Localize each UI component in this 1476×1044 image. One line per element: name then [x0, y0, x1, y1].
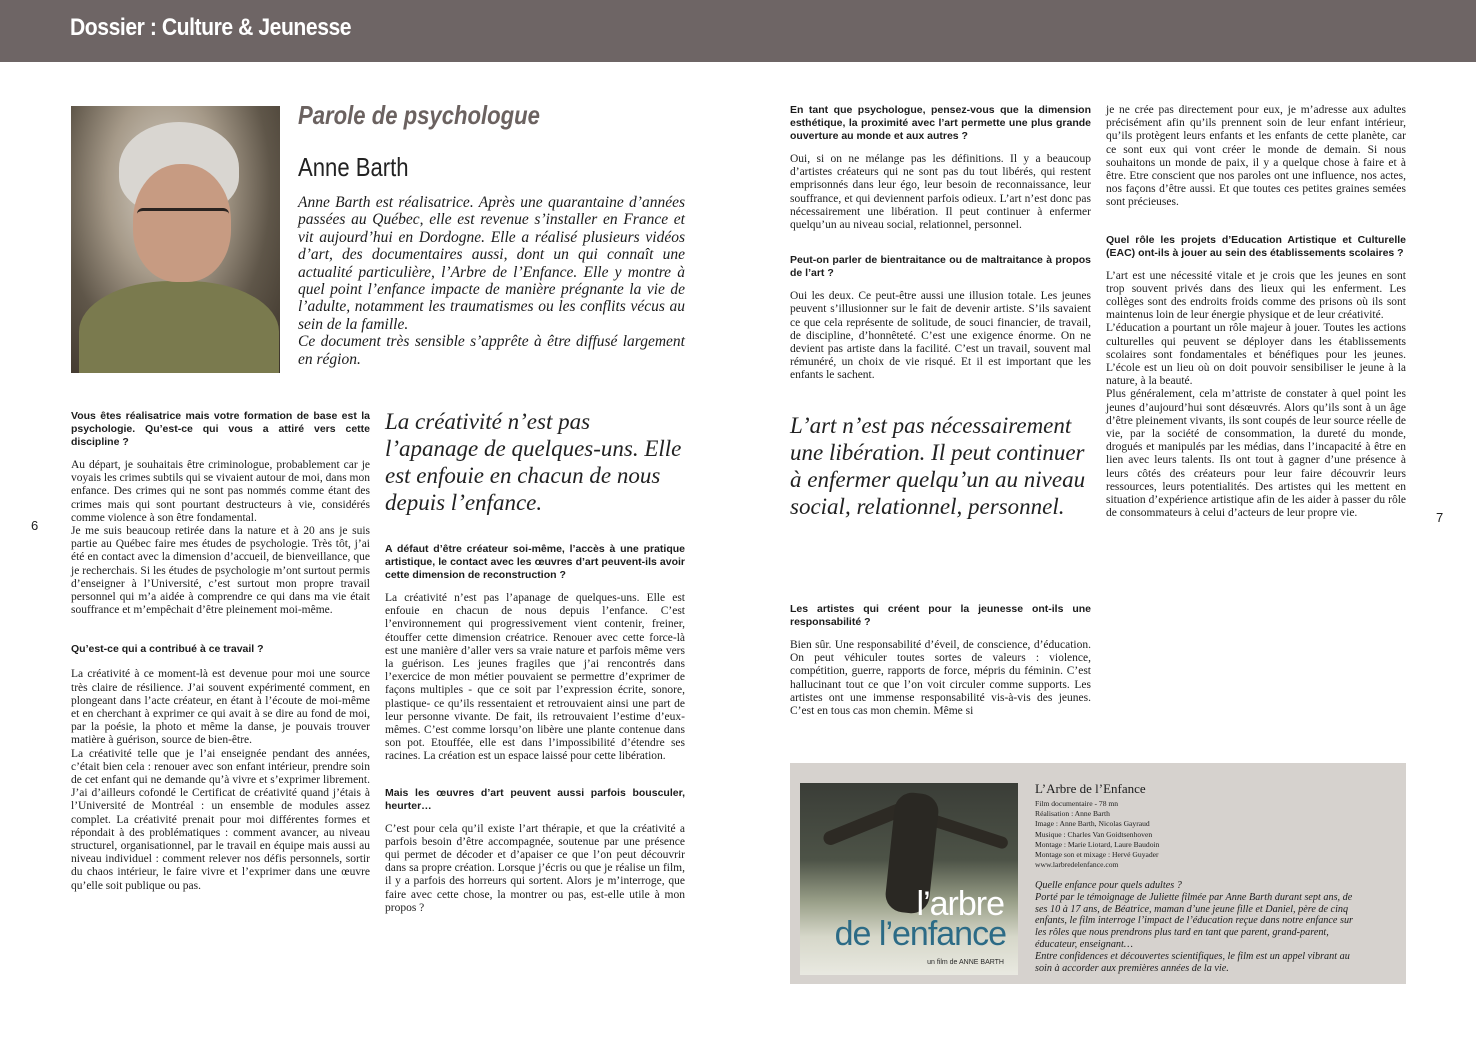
- column-3-bottom: [790, 603, 1091, 718]
- column-3: [790, 104, 1091, 383]
- answer-paragraph: Je me suis beaucoup retirée dans la nature et à 20 ans je suis partie au Québec faire mes études de psychologie. Très tôt, j’ai été en contact avec la dimension d’accueil, de bienveillance, que je recherchais. Si les études de psychologie m’ont surtout permis d’enseigner à l’Université, c’est surtout mon propre travail personnel qui m’a aidée à comprendre ce qui dans ma vie était souffrance et m’empêchait d’être pleinement moi-même.: [71, 525, 370, 617]
- question: Vous êtes réalisatrice mais votre formation de base est la psychologie. Qu’est-ce qui vous a attiré vers cette discipline ?: [71, 410, 370, 448]
- portrait-photo: [71, 106, 280, 373]
- answer-paragraph: L’art est une nécessité vitale et je crois que les jeunes en sont trop souvent privés dans des lieux qui les enferment. Les collèges sont des endroits froids comme des prisons où ils sont maintenus loin de leur énergie physique et de leur créativité.: [1106, 269, 1406, 322]
- question: Les artistes qui créent pour la jeunesse ont-ils une responsabilité ?: [790, 603, 1091, 628]
- pull-quote: L’art n’est pas nécessairement une libération. Il peut continuer à enfermer quelqu’un au niveau social, relationnel, personnel.: [790, 413, 1086, 519]
- answer-paragraph: Bien sûr. Une responsabilité d’éveil, de conscience, d’éducation. On peut véhiculer toutes sortes de valeurs : violence, compétition, guerre, rapports de force, mépris du féminin. C’est hallucinant tout ce que l’on voit circuler comme supports. Les artistes ont une immense responsabilité vis-à-vis des jeunes. C’est en tous cas mon chemin. Même si: [790, 639, 1091, 718]
- film-website-link[interactable]: www.larbredelenfance.com: [1035, 860, 1119, 870]
- column-2: [385, 543, 685, 915]
- answer-paragraph: Oui, si on ne mélange pas les définitions. Il y a beaucoup d’artistes créateurs qui ne sont pas du tout libérés, qui restent emprisonnés dans leur égo, leur besoin de reconnaissance, leur souffrance, et qui deviennent parfois odieux. L’art n’est donc pas nécessairement une libération. Il peut continuer à enfermer quelqu’un au niveau social, relationnel, personnel.: [790, 153, 1091, 232]
- page-number-right: 7: [1436, 510, 1444, 525]
- pull-quote: La créativité n’est pas l’apanage de quelques-uns. Elle est enfouie en chacun de nous depuis l’enfance.: [385, 409, 682, 515]
- intro-text: Anne Barth est réalisatrice. Après une quarantaine d’années passées au Québec, elle est revenue s’installer en France et vit aujourd’hui en Dordogne. Elle a réalisé plusieurs vidéos d’art, des documentaires aussi, dont un qui connaît une actualité particulière, l’Arbre de l’Enfance. Elle y montre à quel point l’enfance impacte de manière prégnante la vie de l’adulte, notamment les traumatismes ou les conflits vécus au sein de la famille. Ce document très sensible s’apprête à être diffusé largement en région.: [298, 194, 685, 368]
- page-number-left: 6: [31, 518, 39, 533]
- answer-paragraph: La créativité n’est pas l’apanage de quelques-uns. Elle est enfouie en chacun de nous depuis l’enfance. C’est l’environnement qui progressivement vient contenir, freiner, étouffer cette dimension créatrice. Renouer avec cette force-là est une manière d’aller vers sa vraie nature et parfois même vers la guérison. Les jeunes fragiles que j’ai rencontrés dans l’exercice de mon métier pouvaient se permettre d’exprimer de façons multiples - que ce soit par l’expression écrite, sonore, plastique- ce qu’ils ressentaient et retrouvaient ainsi une part de leur personne vivante. De fait, ils retrouvaient l’estime d’eux-mêmes. C’est comme lorsqu’on libère une plante contenue dans son pot. Etouffée, elle est dans l’impossibilité d’étendre ses racines. La création est un espace laissé pour cette libération.: [385, 592, 685, 763]
- film-info-box: [790, 763, 1406, 984]
- answer-paragraph: Plus généralement, cela m’attriste de constater à quel point les jeunes d’aujourd’hui sont désœuvrés. Alors qu’ils sont à un âge d’être pleinement vivants, ils sont coupés de leur source réelle de vie, par la société de consommation, la dureté du monde, drogués et manipulés par les médias, dans l’incapacité à être en lien avec leurs talents. Ils ont tout à gagner d’une présence à leurs côtés des créateurs pour leur faire découvrir leurs ressources, leurs potentialités. Des artistes qui les mettent en situation d’expérience artistique afin de les aider à passer du rôle de consommateurs à celui d’acteurs de leur propre vie.: [1106, 388, 1406, 520]
- film-description: Quelle enfance pour quels adultes ? Porté par le témoignage de Juliette filmée par Anne Barth durant sept ans, de ses 10 à 17 ans, de Béatrice, maman d’une jeune fille et Daniel, père de cinq enfants, le film interroge l’impact de l’éducation reçue dans notre enfance sur les rôles que nous prendrons plus tard en tant que parent, grand-parent, éducateur, enseignant… Entre confidences et découvertes scientifiques, le film est un appel vibrant au soin à accorder aux premières années de la vie.: [1035, 880, 1354, 974]
- article-name: Anne Barth: [298, 152, 409, 182]
- poster-title-line-1: l’arbre: [916, 885, 1004, 923]
- answer-paragraph: L’éducation a pourtant un rôle majeur à jouer. Toutes les actions culturelles qui peuvent se déployer dans les établissements scolaires sont fondamentales et bénéfiques pour les jeunes. L’école est un lieu où on doit pouvoir sensibiliser le jeune à la nature, à la beauté.: [1106, 322, 1406, 388]
- section-title: Dossier : Culture & Jeunesse: [70, 14, 352, 41]
- film-credits: Film documentaire - 78 mn Réalisation : Anne Barth Image : Anne Barth, Nicolas Gayraud Musique : Charles Van Goidtsenhoven Montage : Marie Liotard, Laure Baudoin Montage son et mixage : Hervé Guyader www.larbredelenfance.com: [1035, 799, 1160, 870]
- poster-title-line-2: de l’enfance: [834, 915, 1006, 953]
- question: Qu’est-ce qui a contribué à ce travail ?: [71, 643, 264, 656]
- article-kicker: Parole de psychologue: [298, 100, 540, 130]
- poster-credit: un film de ANNE BARTH: [927, 959, 1004, 966]
- answer-paragraph: La créativité à ce moment-là est devenue pour moi une source très claire de résilience. J’ai souvent expérimenté comment, en plongeant dans l’acte créateur, en étant à l’écoute de moi-même et en cherchant à exprimer ce qui avait à se dire au fond de moi, par la poésie, la photo et même la danse, je pouvais trouver matière à guérison, source de bien-être.: [71, 668, 370, 747]
- question: Peut-on parler de bientraitance ou de maltraitance à propos de l’art ?: [790, 254, 1091, 280]
- film-title: L’Arbre de l’Enfance: [1035, 781, 1146, 796]
- film-poster: [800, 783, 1018, 975]
- answer-paragraph: Oui les deux. Ce peut-être aussi une illusion totale. Les jeunes peuvent s’illusionner sur le fait de devenir artiste. S’ils savaient ce que cela représente de solitude, de souci financier, de travail, de discipline, d’honnêteté. C’est une exigence énorme. On ne devient pas artiste dans la facilité. C’est un travail, souvent mal rémunéré, un choix de vie risqué. Et il est important que les enfants le sachent.: [790, 290, 1091, 382]
- column-4: [1106, 104, 1406, 520]
- question: En tant que psychologue, pensez-vous que la dimension esthétique, la proximité avec l’art permette une plus grande ouverture au monde et aux autres ?: [790, 104, 1091, 142]
- question: Mais les œuvres d’art peuvent aussi parfois bousculer, heurter…: [385, 786, 685, 812]
- answer-paragraph: C’est pour cela qu’il existe l’art thérapie, et que la créativité a parfois besoin d’être accompagnée, soutenue par une présence qui permet de décoder et d’apaiser ce que l’on peut découvrir dans sa propre création. Lorsque j’écris ou que je réalise un film, il y a parfois des horreurs qui sortent. Alors je m’interroge, que faire avec cette chose, la montrer ou pas, est-elle utile à mon propos ?: [385, 822, 685, 914]
- answer-paragraph: Au départ, je souhaitais être criminologue, probablement car je voyais les crimes subtils qui se vivaient autour de moi, dans mon enfance. Des crimes qui ne sont pas nommés comme étant des crimes mais qui sont pourtant destructeurs à vie, considérés comme violence à son être fondamental.: [71, 459, 370, 524]
- column-1: [71, 410, 370, 893]
- question: Quel rôle les projets d’Education Artistique et Culturelle (EAC) ont-ils à jouer au sein des établissements scolaires ?: [1106, 233, 1406, 259]
- answer-paragraph: je ne crée pas directement pour eux, je m’adresse aux adultes précisément afin qu’ils prennent soin de leur enfant intérieur, qu’ils protègent leurs enfants et les enfants de cette planète, car ce sont eux qui vont créer le monde de demain. Si nous souhaitons un monde de paix, il y a quelque chose à faire et à être. Etre conscient que nos paroles ont une influence, nos actes, nos façons d’être aussi. Et que toutes ces petites graines semées sont précieuses.: [1106, 104, 1406, 209]
- question: A défaut d’être créateur soi-même, l’accès à une pratique artistique, le contact avec les œuvres d’art peuvent-ils avoir cette dimension de reconstruction ?: [385, 543, 685, 581]
- header-bar: [0, 0, 1476, 62]
- answer-paragraph: La créativité telle que je l’ai enseignée pendant des années, c’était bien cela : renouer avec son enfant intérieur, prendre soin de cet enfant qui ne demande qu’à vivre et s’exprimer librement. J’ai d’ailleurs cofondé le Certificat de créativité quand j’étais à l’Université de Montréal : un ensemble de modules assez complet. La créativité prenait pour moi différentes formes et répondait à des problématiques : comment avancer, au niveau structurel, organisationnel, par le travail en équipe mais aussi au niveau individuel : comment relever nos défis personnels, sortir du chaos intérieur, le faire vivre et l’exprimer dans une œuvre qu’elle soit publique ou pas.: [71, 747, 370, 892]
